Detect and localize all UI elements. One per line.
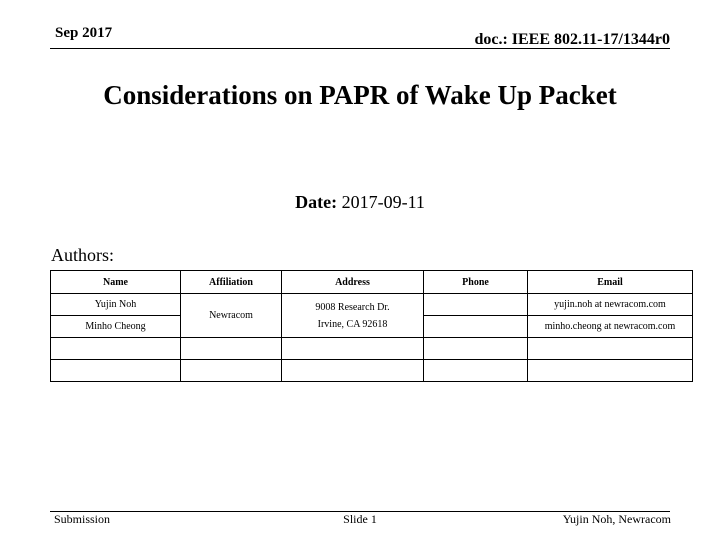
author-email: yujin.noh at newracom.com xyxy=(528,294,693,316)
author-phone xyxy=(424,316,528,338)
footer-slide-number: Slide 1 xyxy=(343,512,377,526)
header-email: Email xyxy=(528,271,693,294)
table-header-row xyxy=(51,271,693,294)
empty-cell xyxy=(51,360,181,382)
empty-cell xyxy=(181,338,282,360)
table-row xyxy=(51,294,693,316)
date-value: 2017-09-11 xyxy=(341,192,425,212)
author-name: Minho Cheong xyxy=(51,316,181,338)
footer-submission: Submission xyxy=(54,512,111,526)
date-label: Date: xyxy=(295,192,338,212)
header-address: Address xyxy=(282,271,424,294)
header-rule xyxy=(50,48,670,49)
empty-cell xyxy=(181,360,282,382)
authors-label: Authors: xyxy=(51,245,114,265)
slide-title: Considerations on PAPR of Wake Up Packet xyxy=(103,80,617,110)
date-line xyxy=(0,192,720,213)
header-name: Name xyxy=(51,271,181,294)
author-phone xyxy=(424,294,528,316)
empty-cell xyxy=(424,338,528,360)
address-line-1: 9008 Research Dr. xyxy=(315,301,390,313)
header-phone: Phone xyxy=(424,271,528,294)
author-address xyxy=(282,294,424,338)
empty-cell xyxy=(528,360,693,382)
header-date: Sep 2017 xyxy=(55,25,113,41)
table-row-empty xyxy=(51,338,693,360)
authors-table xyxy=(50,270,693,382)
header-affiliation: Affiliation xyxy=(181,271,282,294)
author-affiliation: Newracom xyxy=(181,294,282,338)
address-line-2: Irvine, CA 92618 xyxy=(317,318,388,330)
author-name: Yujin Noh xyxy=(51,294,181,316)
empty-cell xyxy=(51,338,181,360)
author-email: minho.cheong at newracom.com xyxy=(528,316,693,338)
empty-cell xyxy=(528,338,693,360)
empty-cell xyxy=(282,360,424,382)
table-row-empty xyxy=(51,360,693,382)
empty-cell xyxy=(282,338,424,360)
footer-author: Yujin Noh, Newracom xyxy=(562,512,671,526)
header-doc-id: doc.: IEEE 802.11-17/1344r0 xyxy=(474,31,670,48)
empty-cell xyxy=(424,360,528,382)
